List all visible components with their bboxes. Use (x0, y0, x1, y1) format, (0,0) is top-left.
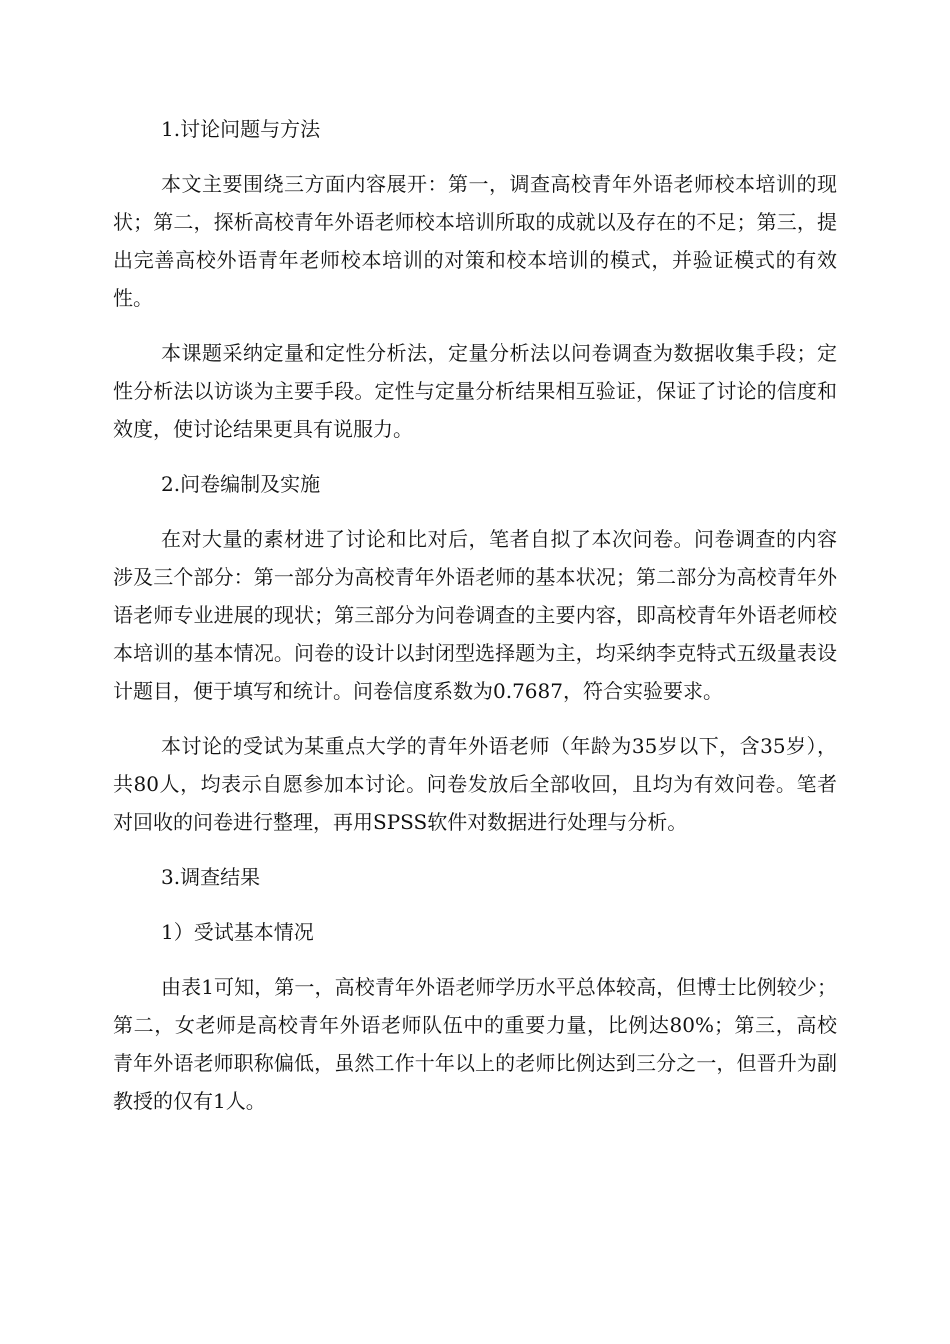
paragraph-subjects: 本讨论的受试为某重点大学的青年外语老师（年龄为35岁以下，含35岁），共80人，均表示自愿参加本讨论。问卷发放后全部收回，且均为有效问卷。笔者对回收的问卷进行整理，再用SPSS软件对数据进行处理与分析。 (113, 734, 837, 834)
paragraph-research-content: 本文主要围绕三方面内容展开：第一，调查高校青年外语老师校本培训的现状；第二，探析高校青年外语老师校本培训所取的成就以及存在的不足；第三，提出完善高校外语青年老师校本培训的对策和校本培训的模式，并验证模式的有效性。 (113, 172, 837, 310)
section-heading-discussion-methods: 1.讨论问题与方法 (161, 117, 321, 141)
paragraph-questionnaire-design: 在对大量的素材进了讨论和比对后，笔者自拟了本次问卷。问卷调查的内容涉及三个部分：第一部分为高校青年外语老师的基本状况；第二部分为高校青年外语老师专业进展的现状；第三部分为问卷调查的主要内容，即高校青年外语老师校本培训的基本情况。问卷的设计以封闭型选择题为主，均采纳李克特式五级量表设计题目，便于填写和统计。问卷信度系数为0.7687，符合实验要求。 (113, 527, 837, 703)
document-body (113, 110, 837, 1137)
section-heading-results: 3.调查结果 (161, 865, 261, 889)
subsection-heading-subject-info: 1）受试基本情况 (161, 920, 314, 944)
paragraph-research-method: 本课题采纳定量和定性分析法，定量分析法以问卷调查为数据收集手段；定性分析法以访谈为主要手段。定性与定量分析结果相互验证，保证了讨论的信度和效度，使讨论结果更具有说服力。 (113, 341, 837, 441)
section-heading-questionnaire: 2.问卷编制及实施 (161, 472, 321, 496)
paragraph-subject-info: 由表1可知，第一，高校青年外语老师学历水平总体较高，但博士比例较少；第二，女老师是高校青年外语老师队伍中的重要力量，比例达80%；第三，高校青年外语老师职称偏低，虽然工作十年以上的老师比例达到三分之一，但晋升为副教授的仅有1人。 (113, 975, 837, 1113)
